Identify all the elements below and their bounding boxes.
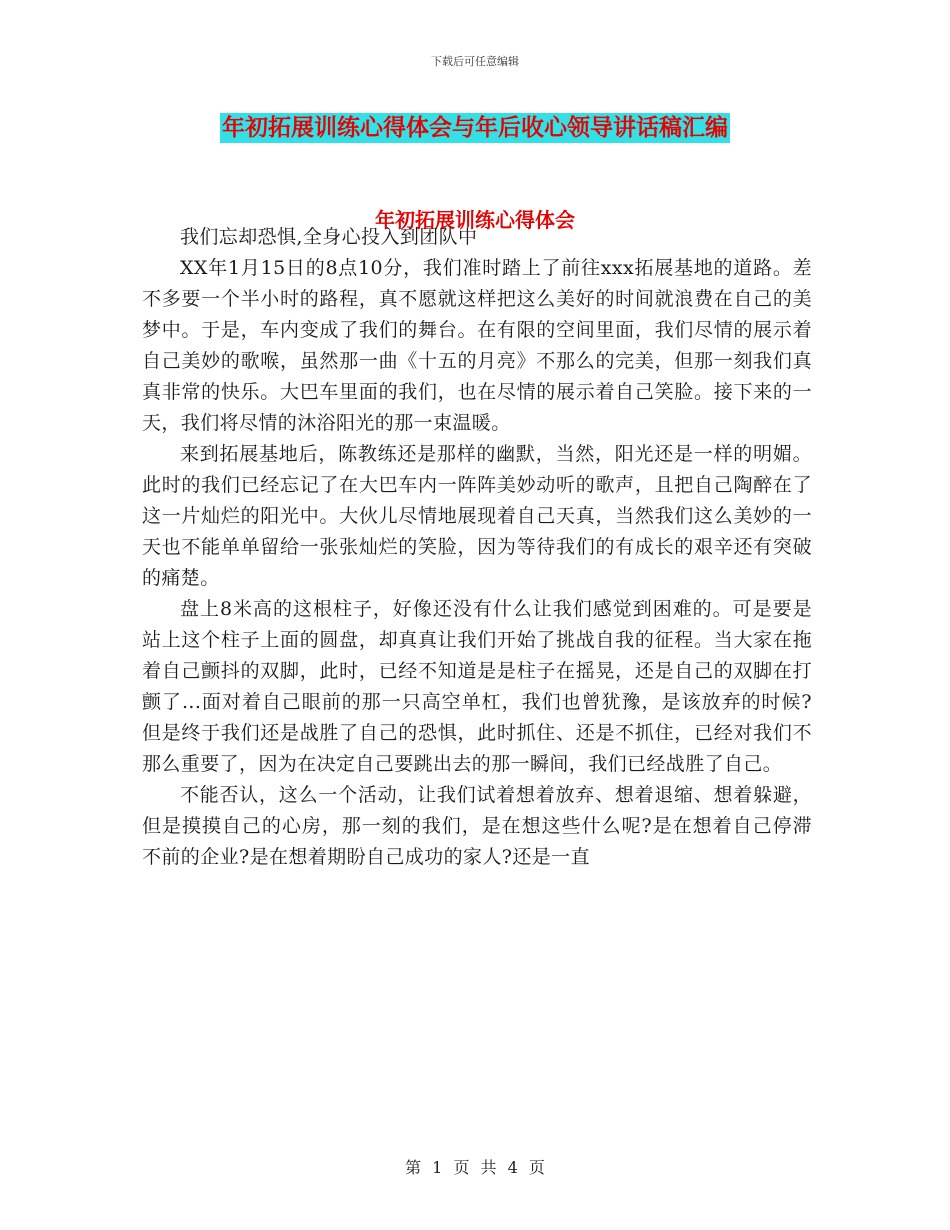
paragraph: 不能否认，这么一个活动，让我们试着想着放弃、想着退缩、想着躲避，但是摸摸自己的心房，那一刻的我们，是在想这些什么呢?是在想着自己停滞不前的企业?是在想着期盼自己成功的家人?还是一直 (142, 784, 812, 868)
page-header-note: 下载后可任意编辑 (431, 55, 519, 68)
document-title: 年初拓展训练心得体会与年后收心领导讲话稿汇编 (222, 115, 728, 141)
document-body (142, 222, 812, 873)
paragraph: 盘上8米高的这根柱子，好像还没有什么让我们感觉到困难的。可是要是站上这个柱子上面的圆盘，却真真让我们开始了挑战自我的征程。当大家在拖着自己颤抖的双脚，此时，已经不知道是是柱子在摇晃，还是自己的双脚在打颤了...面对着自己眼前的那一只高空单杠，我们也曾犹豫，是该放弃的时候?但是终于我们还是战胜了自己的恐惧，此时抓住、还是不抓住，已经对我们不那么重要了，因为在决定自己要跳出去的那一瞬间，我们已经战胜了自己。 (142, 598, 812, 775)
paragraph: 我们忘却恐惧,全身心投入到团队中 (180, 226, 478, 248)
section-title: 年初拓展训练心得体会 (375, 208, 575, 232)
paragraph: XX年1月15日的8点10分，我们准时踏上了前往xxx拓展基地的道路。差不多要一个半小时的路程，真不愿就这样把这么美好的时间就浪费在自己的美梦中。于是，车内变成了我们的舞台。在有限的空间里面，我们尽情的展示着自己美妙的歌喉，虽然那一曲《十五的月亮》不那么的完美，但那一刻我们真真非常的快乐。大巴车里面的我们，也在尽情的展示着自己笑脸。接下来的一天，我们将尽情的沐浴阳光的那一束温暖。 (142, 257, 812, 434)
document-title-wrapper (0, 113, 950, 143)
page-number: 第 1 页 共 4 页 (405, 1158, 545, 1177)
paragraph: 来到拓展基地后，陈教练还是那样的幽默，当然，阳光还是一样的明媚。此时的我们已经忘记了在大巴车内一阵阵美妙动听的歌声，且把自己陶醉在了这一片灿烂的阳光中。大伙儿尽情地展现着自己天真，当然我们这么美妙的一天也不能单单留给一张张灿烂的笑脸，因为等待我们的有成长的艰辛还有突破的痛楚。 (142, 443, 812, 589)
